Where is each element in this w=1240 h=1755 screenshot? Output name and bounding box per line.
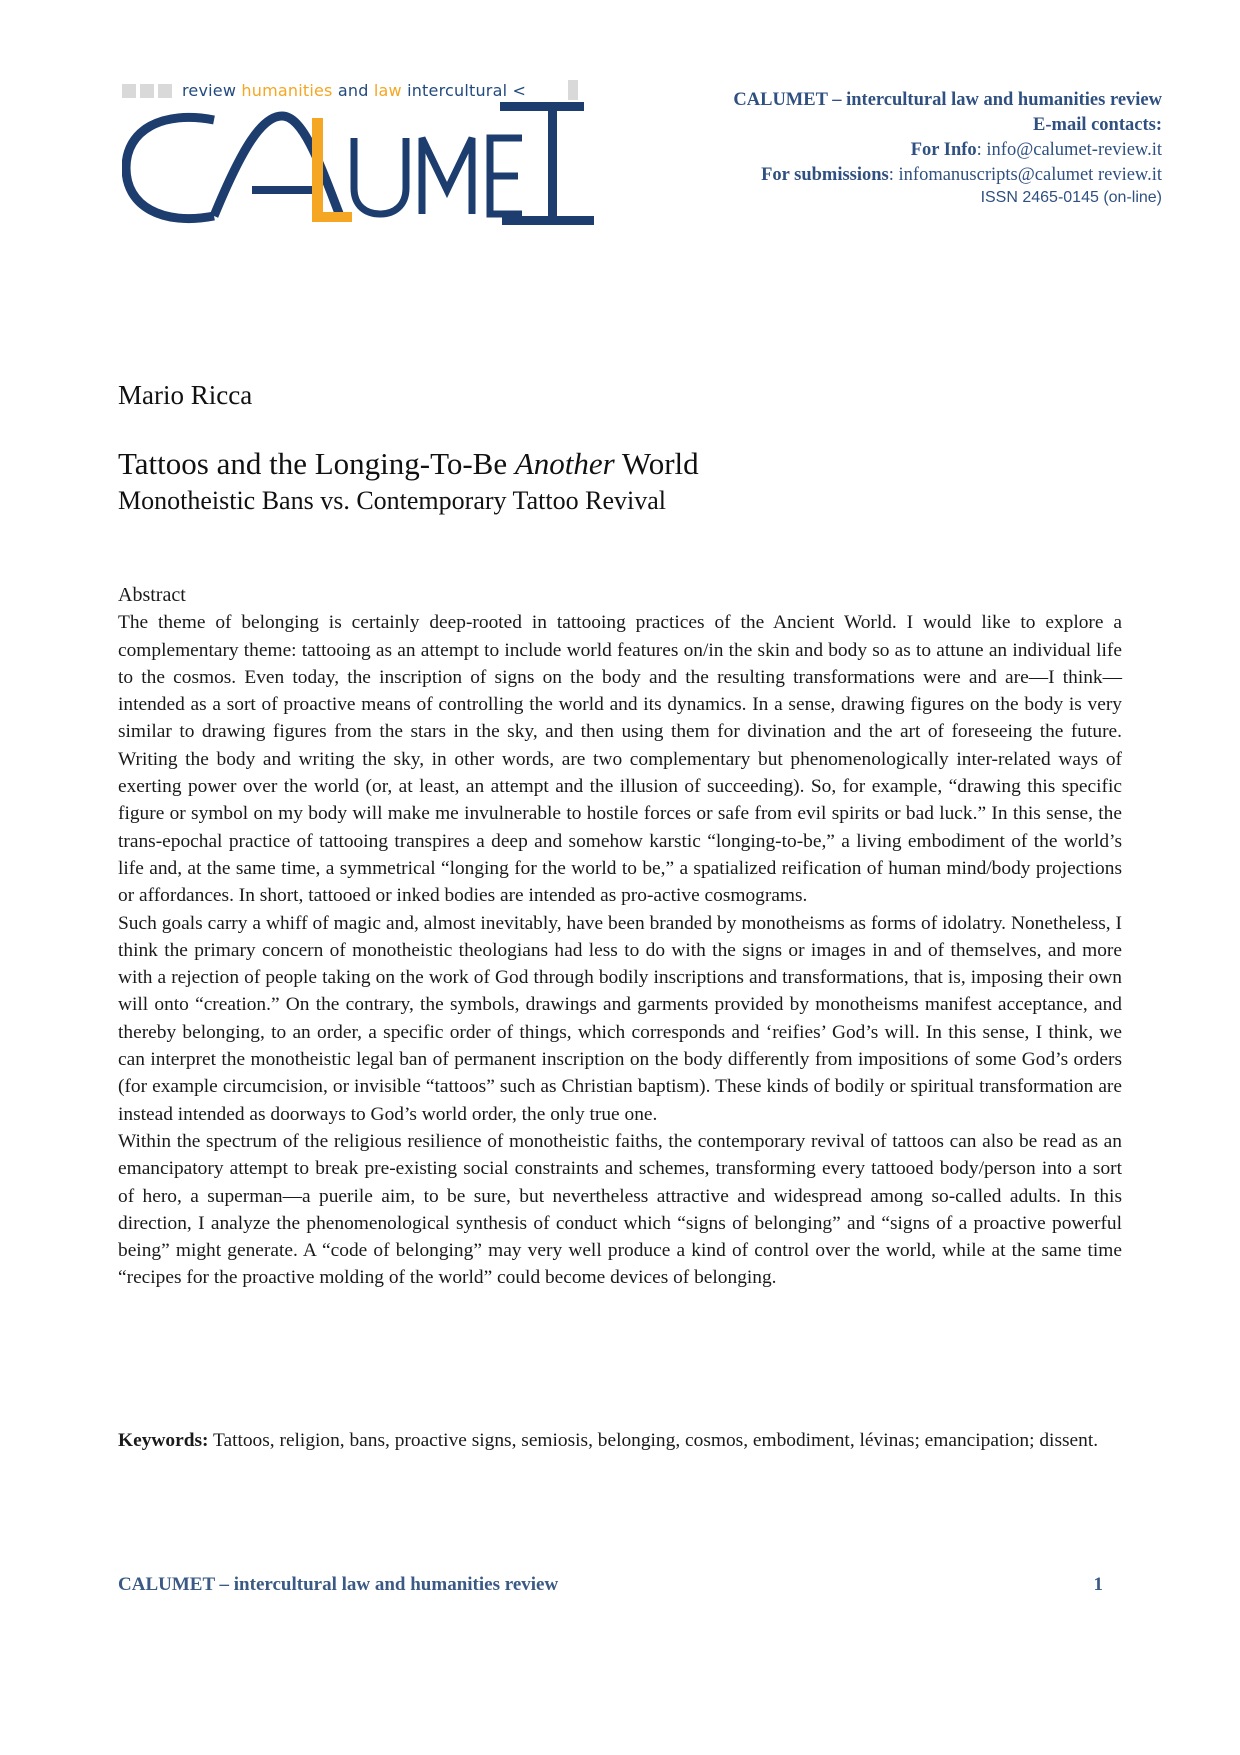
keywords-list: Tattoos, religion, bans, proactive signs, semiosis, belonging, cosmos, embodiment, lévinas; emancipation; dissent. (208, 1430, 1099, 1451)
keywords-label: Keywords: (118, 1430, 209, 1451)
info-email-link[interactable]: info@calumet-review.it (986, 140, 1162, 160)
page-number: 1 (1093, 1574, 1103, 1595)
keywords-section (118, 1427, 1122, 1454)
header-contact-block (733, 88, 1162, 207)
submissions-email-link[interactable]: infomanuscripts@calumet review.it (898, 165, 1162, 185)
abstract-paragraph-1: The theme of belonging is certainly deep-rooted in tattooing practices of the Ancient World. I would like to explore a complementary theme: tattooing as an attempt to include world features on/in the skin and body so as to attune an individual life to the cosmos. Even today, the inscription of signs on the body and the resulting transformations were and are—I think—intended as a sort of proactive means of controlling the world and its dynamics. In a sense, drawing figures on the body is very similar to drawing figures from the stars in the sky, and then using them for divination and the art of foreseeing the future. Writing the body and writing the sky, in other words, are two complementary but phenomenologically inter-related ways of exerting power over the world (or, at least, an attempt and the illusion of succeeding). So, for example, “drawing this specific figure or symbol on my body will make me invulnerable to hostile forces or safe from evil spirits or bad luck.” In this sense, the trans-epochal practice of tattooing transpires a deep and somehow karstic “longing-to-be,” a living embodiment of the world’s life and, at the same time, a symmetrical “longing for the world to be,” a spatialized reification of human mind/body projections or affordances. In short, tattooed or inked bodies are intended as pro-active cosmograms. (118, 612, 1122, 907)
article-author: Mario Ricca (118, 380, 253, 410)
article-title: Tattoos and the Longing-To-Be Another World (118, 446, 699, 481)
article-subtitle: Monotheistic Bans vs. Contemporary Tattoo Revival (118, 486, 666, 515)
title-italic-word: Another (514, 446, 615, 481)
issn-number: ISSN 2465-0145 (on-line) (980, 189, 1162, 206)
logo-tagline: review humanities and law intercultural < (182, 81, 527, 100)
abstract-section (118, 582, 1122, 1292)
header-journal-name: CALUMET – intercultural law and humanities review (733, 90, 1162, 110)
info-contact-line: For Info: info@calumet-review.it (910, 140, 1162, 160)
calumet-logo-graphic (122, 78, 602, 228)
abstract-paragraph-3: Within the spectrum of the religious resilience of monotheistic faiths, the contemporary revival of tattoos can also be read as an emancipatory attempt to break pre-existing social constraints and schemes, transforming every tattooed body/person into a sort of hero, a superman—a puerile aim, to be sure, but nevertheless attractive and widespread among so-called adults. In this direction, I analyze the phenomenological synthesis of conduct which “signs of belonging” and “signs of a proactive powerful being” might generate. A “code of belonging” may very well produce a kind of control over the world, while at the same time “recipes for the proactive molding of the world” could become devices of belonging. (118, 1130, 1122, 1289)
submissions-label: For submissions (761, 165, 889, 185)
email-contacts-heading: E-mail contacts: (1033, 115, 1162, 135)
submissions-contact-line: For submissions: infomanuscripts@calumet review.it (761, 165, 1162, 185)
calumet-logo (122, 78, 602, 228)
footer-journal-name: CALUMET – intercultural law and humanities review (118, 1574, 559, 1595)
abstract-paragraph-2: Such goals carry a whiff of magic and, almost inevitably, have been branded by monotheisms as forms of idolatry. Nonetheless, I think the primary concern of monotheistic theologians had less to do with the signs or images in and of themselves, and more with a rejection of people taking on the work of God through bodily inscriptions and transformations, that is, imposing their own will onto “creation.” On the contrary, the symbols, drawings and garments provided by monotheisms manifest acceptance, and thereby belonging, to an order, a specific order of things, which corresponds and ‘reifies’ God’s will. In this sense, I think, we can interpret the monotheistic legal ban of permanent inscription on the body differently from impositions of some God’s orders (for example circumcision, or invisible “tattoos” such as Christian baptism). These kinds of bodily or spiritual transformation are instead intended as doorways to God’s world order, the only true one. (118, 912, 1122, 1125)
abstract-heading: Abstract (118, 584, 186, 606)
info-label: For Info (910, 140, 977, 160)
